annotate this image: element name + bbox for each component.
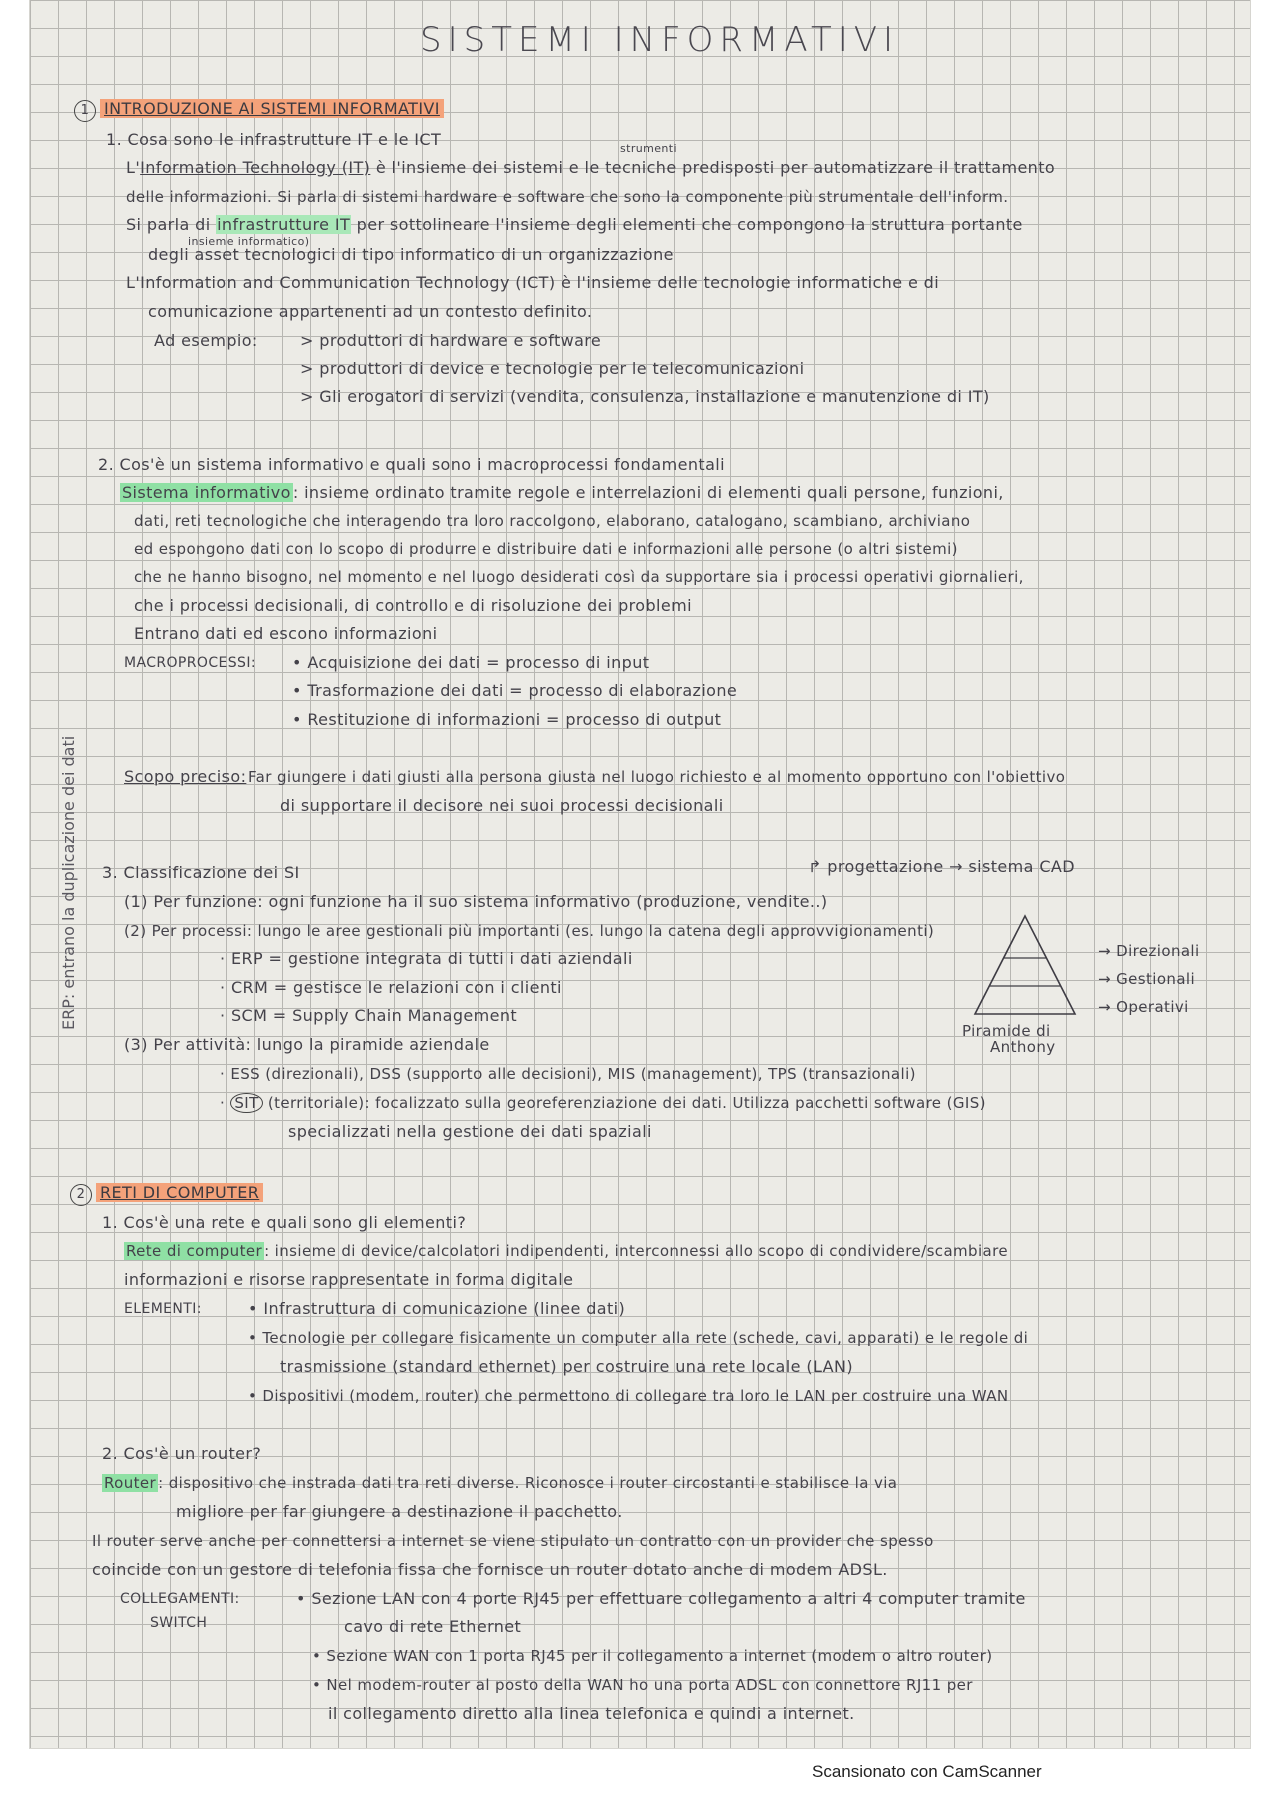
section-number-badge: 1 [74,100,96,122]
list-item: • Sezione LAN con 4 porte RJ45 per effettuare collegamento a altri 4 computer tramite [296,1589,1026,1608]
highlighted-term: Router [104,1474,157,1492]
section-number-badge: 2 [70,1184,92,1206]
section-title: INTRODUZIONE AI SISTEMI INFORMATIVI [100,99,444,118]
list-item: · SCM = Supply Chain Management [220,1006,518,1025]
text: L' [126,158,141,177]
list-label: MACROPROCESSI: [124,655,256,671]
question-title: 3. Classificazione dei SI [102,863,300,882]
list-label: Ad esempio: [154,331,258,350]
pyramid-level-label: → Gestionali [1098,970,1196,988]
text-line: (1) Per funzione: ogni funzione ha il suo sistema informativo (produzione, vendite..) [124,892,828,911]
text-line: ed espongono dati con lo scopo di produrre e distribuire dati e informazioni alle persone (o altri sistemi) [134,540,958,558]
text-line [102,1472,897,1494]
text: (territoriale): focalizzato sulla georeferenziazione dei dati. Utilizza pacchetti software (GIS) [267,1094,986,1112]
list-item: • Dispositivi (modem, router) che permettono di collegare tra loro le LAN per costruire una WAN [248,1387,1009,1405]
text-line [124,1240,1008,1262]
text-line: comunicazione appartenenti ad un contesto definito. [148,302,593,321]
text: : insieme di device/calcolatori indipendenti, interconnessi allo scopo di condividere/scambiare [264,1242,1009,1260]
highlighted-term: infrastrutture IT [217,215,351,234]
text-line: che i processi decisionali, di controllo e di risoluzione dei problemi [134,596,692,615]
question-title: 2. Cos'è un router? [102,1444,262,1463]
text: Si parla di [126,215,211,234]
text-line: L'Information and Communication Technology (ICT) è l'insieme delle tecnologie informatiche e di [126,273,940,292]
text: : dispositivo che instrada dati tra reti diverse. Riconosce i router circostanti e stabilisce la via [158,1474,898,1492]
list-item: • Trasformazione dei dati = processo di elaborazione [292,681,738,700]
text-line [126,157,1055,179]
text-line: (3) Per attività: lungo la piramide aziendale [124,1035,490,1054]
list-item: • Sezione WAN con 1 porta RJ45 per il collegamento a internet (modem o altro router) [312,1647,993,1665]
text-line: che ne hanno bisogno, nel momento e nel luogo desiderati così da supportare sia i processi operativi giornalieri, [134,568,1024,586]
list-item: · SIT (territoriale): focalizzato sulla georeferenziazione dei dati. Utilizza pacchetti software (GIS) [220,1094,986,1112]
question-title: 1. Cos'è una rete e quali sono gli elementi? [102,1213,467,1232]
list-item: · ESS (direzionali), DSS (supporto alle decisioni), MIS (management), TPS (transazionali) [220,1065,916,1083]
margin-annotation: strumenti [620,142,677,155]
page-title: SISTEMI INFORMATIVI [420,20,900,60]
text-line: coincide con un gestore di telefonia fissa che fornisce un router dotato anche di modem ADSL. [92,1560,888,1579]
text-line [126,214,1023,236]
highlighted-term: Sistema informativo [122,483,291,502]
list-label: COLLEGAMENTI: [120,1591,240,1607]
text-line: Il router serve anche per connettersi a internet se viene stipulato un contratto con un provider che spesso [92,1532,934,1550]
scanner-watermark: Scansionato con CamScanner [812,1762,1042,1781]
pyramid-level-label: → Operativi [1098,998,1189,1016]
list-item: · ERP = gestione integrata di tutti i dati aziendali [220,949,633,968]
section-2-heading [70,1182,263,1206]
term: Information Technology (IT) [140,158,371,177]
list-item: · CRM = gestisce le relazioni con i clienti [220,978,562,997]
text-line: migliore per far giungere a destinazione il pacchetto. [176,1502,623,1521]
text-line: Entrano dati ed escono informazioni [134,624,438,643]
list-item: il collegamento diretto alla linea telefonica e quindi a internet. [328,1704,855,1723]
list-item: trasmissione (standard ethernet) per costruire una rete locale (LAN) [280,1357,853,1376]
list-item: • Acquisizione dei dati = processo di input [292,653,650,672]
list-item: • Restituzione di informazioni = processo di output [292,710,722,729]
list-label: Scopo preciso: [124,767,247,786]
list-item: • Nel modem-router al posto della WAN ho una porta ADSL con connettore RJ11 per [312,1676,973,1694]
margin-annotation: insieme informatico) [188,235,310,248]
question-title: 2. Cos'è un sistema informativo e quali sono i macroprocessi fondamentali [98,455,725,474]
text-line: Far giungere i dati giusti alla persona giusta nel luogo richiesto e al momento opportuno con l'obiettivo [248,768,1066,786]
text-line: informazioni e risorse rappresentate in forma digitale [124,1270,574,1289]
anthony-pyramid-diagram [965,910,1085,1020]
list-item: > produttori di device e tecnologie per le telecomunicazioni [300,359,805,378]
list-item: • Infrastruttura di comunicazione (linee dati) [248,1299,626,1318]
notebook-page [30,0,1250,1748]
list-item: > produttori di hardware e software [300,331,602,350]
text-line: (2) Per processi: lungo le aree gestionali più importanti (es. lungo la catena degli approvvigionamenti) [124,922,935,940]
list-label: ELEMENTI: [124,1301,202,1317]
pyramid-caption: Anthony [990,1038,1056,1056]
section-title: RETI DI COMPUTER [96,1183,263,1202]
text: : insieme ordinato tramite regole e interrelazioni di elementi quali persone, funzioni, [292,483,1004,502]
text: è l'insieme dei sistemi e le tecniche predisposti per automatizzare il trattamento [375,158,1056,177]
pyramid-caption: Piramide di [962,1022,1051,1040]
pyramid-outline [975,916,1075,1014]
text-line: specializzati nella gestione dei dati spaziali [288,1122,652,1141]
question-title: 1. Cosa sono le infrastrutture IT e le ICT [106,130,442,149]
side-note: ERP: entrano la duplicazione dei dati [59,735,78,1030]
sit-badge: SIT [230,1093,262,1113]
section-1-heading [74,98,444,122]
list-label: SWITCH [150,1615,208,1631]
list-item: > Gli erogatori di servizi (vendita, consulenza, installazione e manutenzione di IT) [300,387,990,406]
text-line: degli asset tecnologici di tipo informatico di un organizzazione [148,245,674,264]
text-line: di supportare il decisore nei suoi processi decisionali [280,796,724,815]
highlighted-term: Rete di computer [126,1242,263,1260]
text-line [120,482,1004,504]
pyramid-level-label: → Direzionali [1098,942,1200,960]
list-item: • Tecnologie per collegare fisicamente un computer alla rete (schede, cavi, apparati) e le regole di [248,1329,1029,1347]
text: per sottolineare l'insieme degli elementi che compongono la struttura portante [356,215,1023,234]
text-line: dati, reti tecnologiche che interagendo tra loro raccolgono, elaborano, catalogano, scambiano, archiviano [134,512,971,530]
margin-annotation: ↱ progettazione → sistema CAD [808,857,1075,876]
list-item: cavo di rete Ethernet [344,1617,522,1636]
text-line: delle informazioni. Si parla di sistemi hardware e software che sono la componente più strumentale dell'inform. [126,188,1009,206]
